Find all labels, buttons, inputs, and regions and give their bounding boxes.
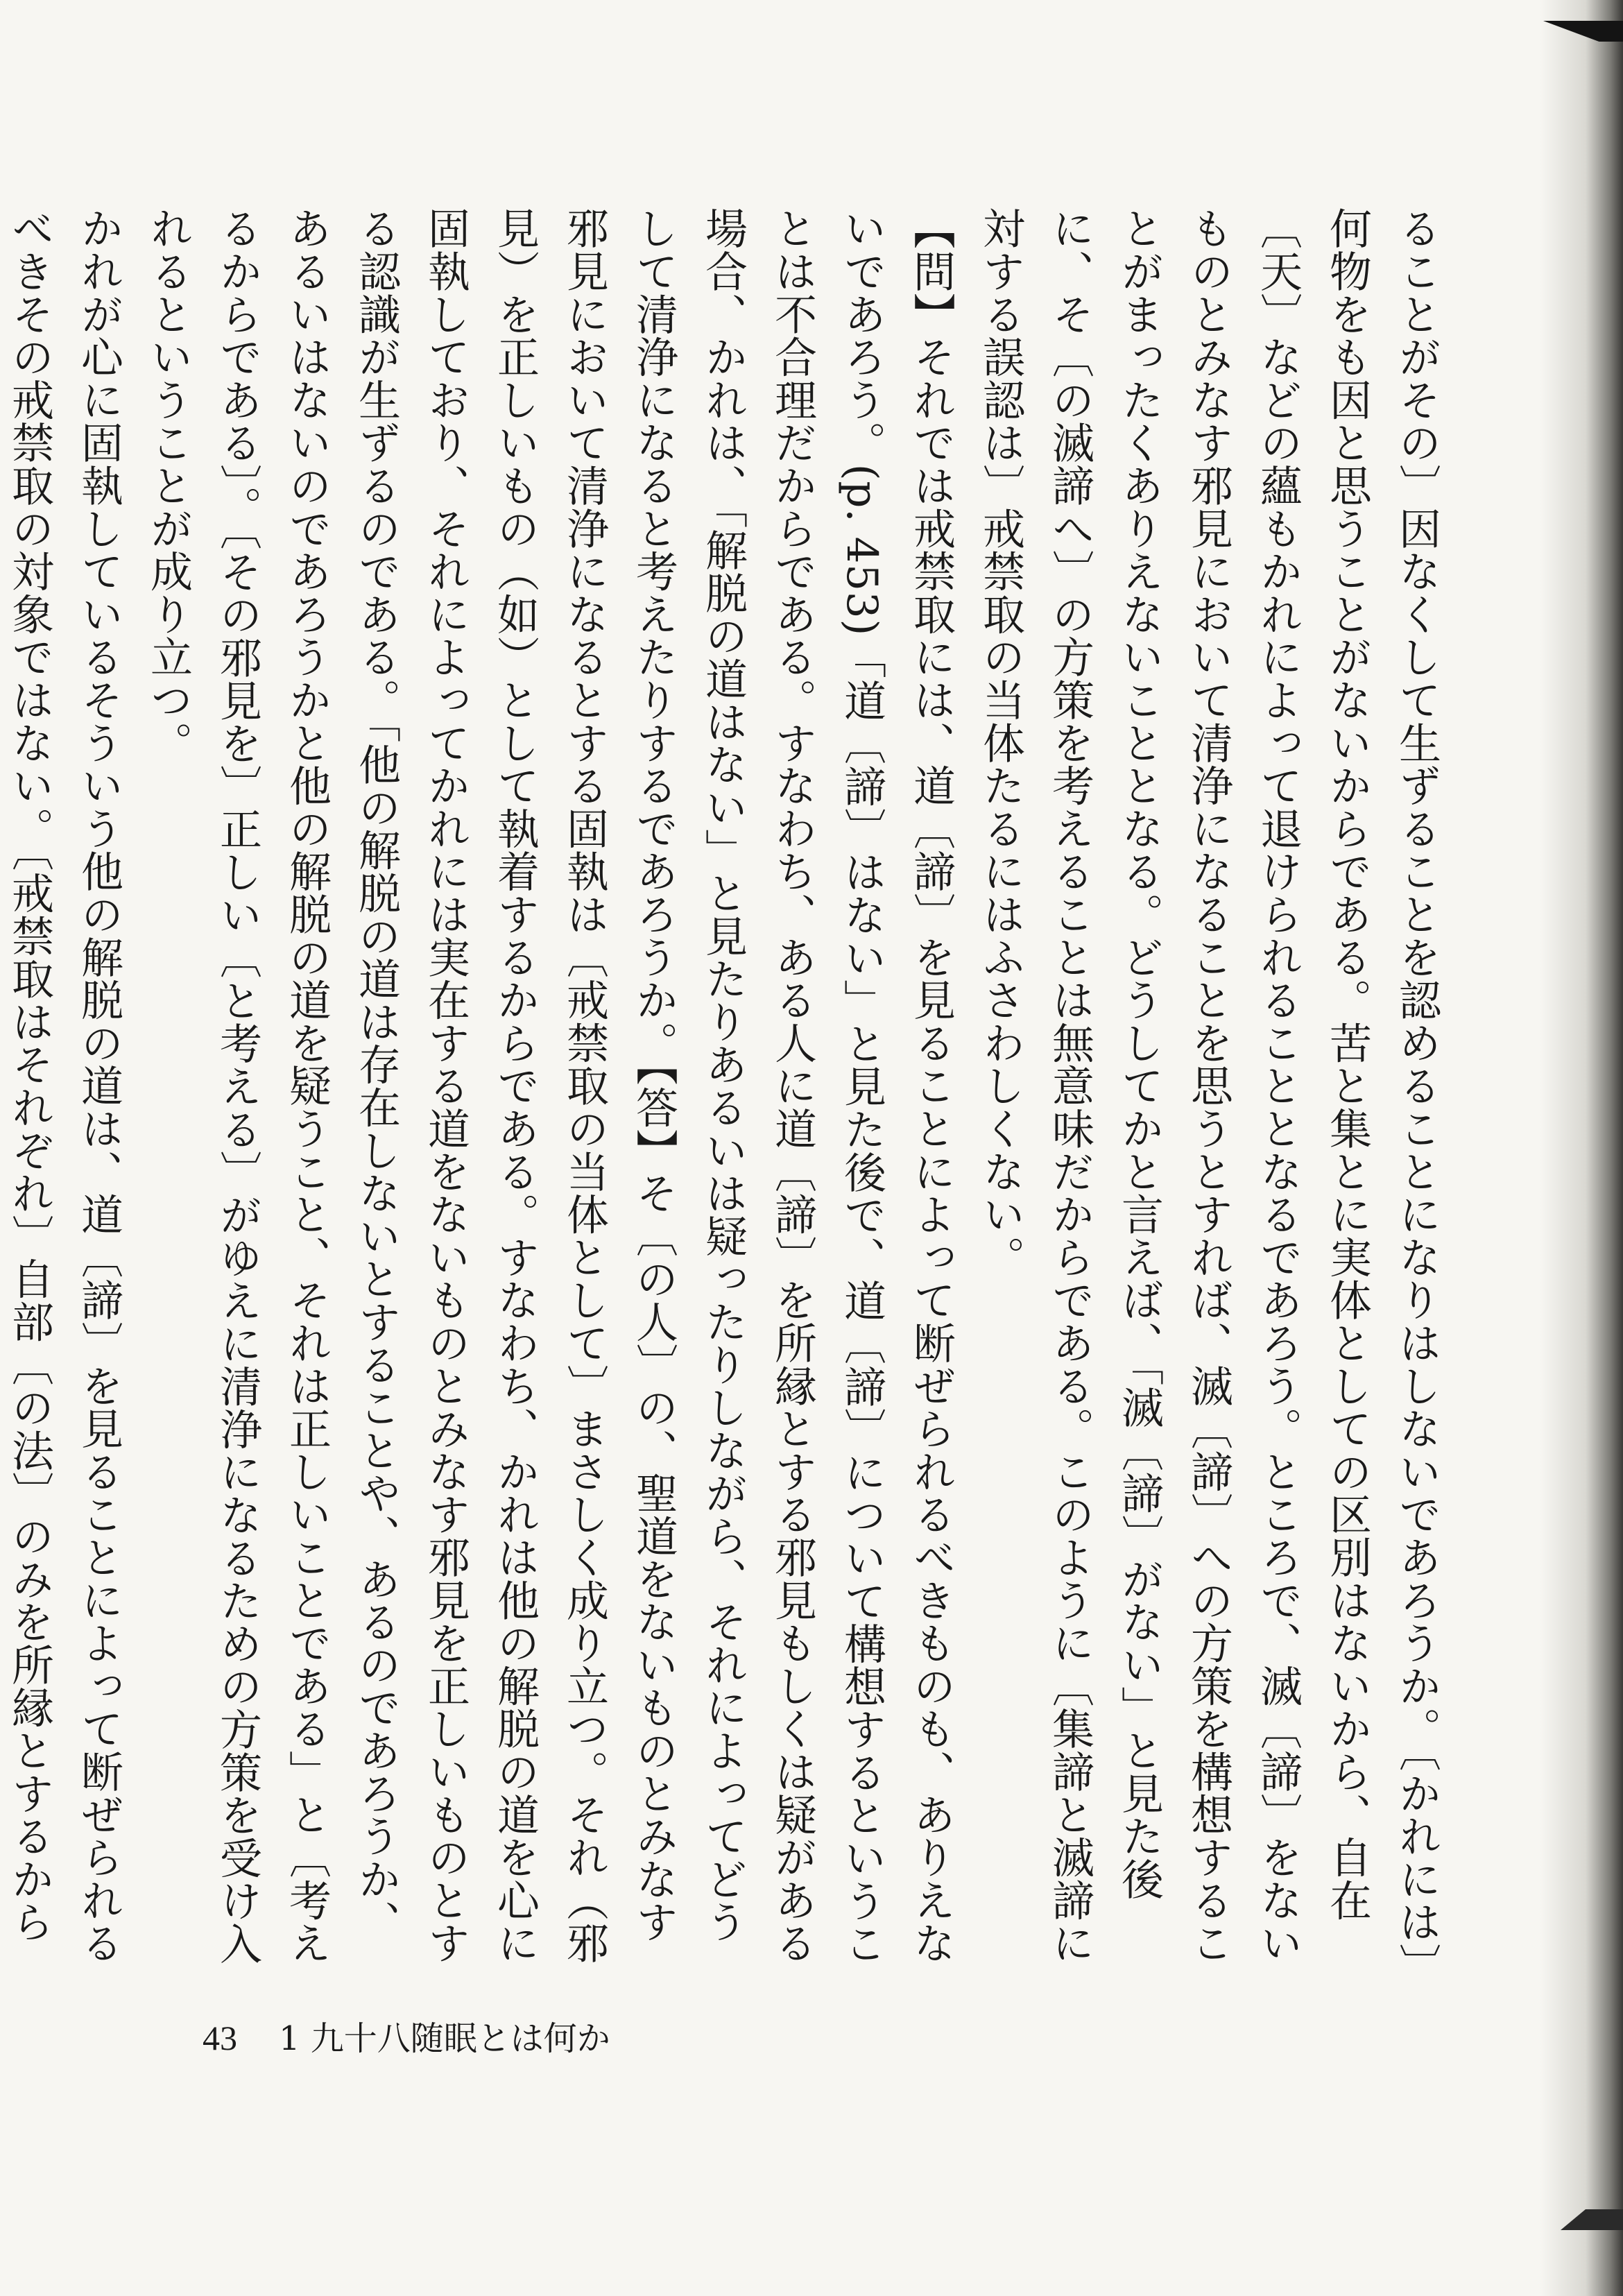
paragraph-1: ることがその〕因なくして生ずることを認めることになりはしないであろうか。〔かれには〕何物をも因と思うことがないからである。苦と集とに実体としての区別はないから、自在〔天〕などの蘊もかれによって退けられることとなるであろう。ところで、滅〔諦〕をないものとみなす邪見において清浄になることを思うとすれば、滅〔諦〕への方策を構想することがまったくありえないこととなる。どうしてかと言えば、「滅〔諦〕がない」と見た後に、そ〔の滅諦へ〕の方策を考えることは無意味だからである。このように〔集諦と滅諦に対する誤認は〕戒禁取の当体たるにはふさわしくない。 xyxy=(976,207,1441,1965)
paragraph-3: かれが心に固執しているそういう他の解脱の道は、道〔諦〕を見ることによって断ぜられるべきその戒禁取の対象ではない。〔戒禁取はそれぞれ〕自部〔の法〕のみを所縁とするから xyxy=(5,207,123,1964)
running-title: 1 九十八随眠とは何か xyxy=(279,2019,610,2058)
page-edge-shadow xyxy=(1540,0,1623,2296)
page-number: 43 xyxy=(203,2019,237,2057)
paragraph-2: 【問】それでは戒禁取には、道〔諦〕を見ることによって断ぜられるべきものも、ありえないであろう。(p. 453)「道〔諦〕はない」と見た後で、道〔諦〕について構想するということは不合理だからである。すなわち、ある人に道〔諦〕を所縁とする邪見もしくは疑がある場合、かれは、「解脱の道はない」と見たりあるいは疑ったりしながら、それによってどうして清浄になると考えたりするであろうか。【答】そ〔の人〕の、聖道をないものとみなす邪見において清浄になるとする固執は〔戒禁取の当体として〕まさしく成り立つ。それ（邪見）を正しいもの（如）として執着するからである。すなわち、かれは他の解脱の道を心に固執しており、それによってかれには実在する道をないものとみなす邪見を正しいものとする認識が生ずるのである。「他の解脱の道は存在しないとすることや、あるのであろうか、あるいはないのであろうかと他の解脱の道を疑うこと、それは正しいことである」と〔考えるからである〕。〔その邪見を〕正しい〔と考える〕がゆえに清浄になるための方策を受け入れるということが成り立つ。 xyxy=(144,207,956,1965)
body-text xyxy=(5,207,1451,1982)
page-footer xyxy=(203,2012,610,2059)
